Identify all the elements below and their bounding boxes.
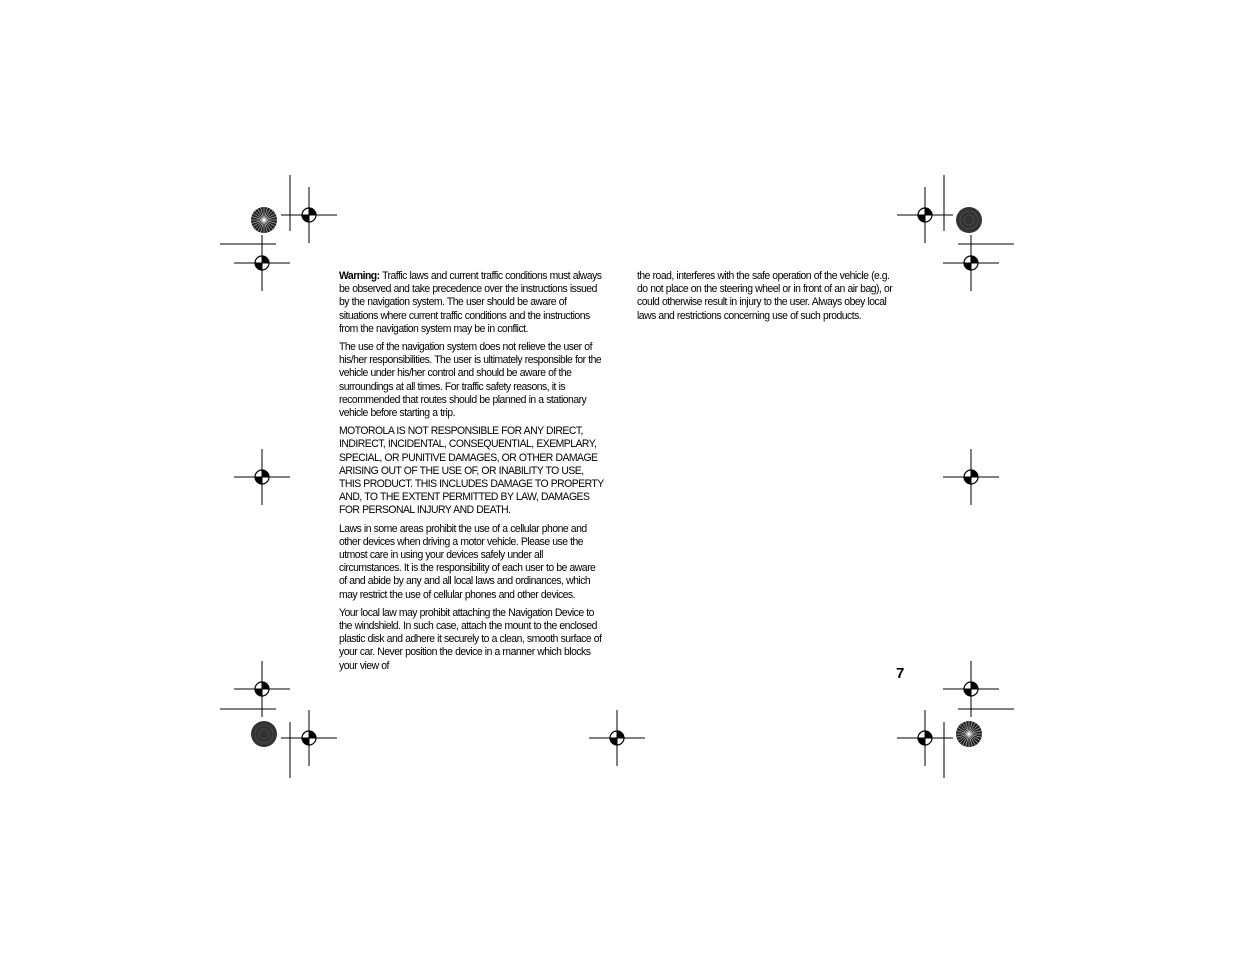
warning-text: Traffic laws and current traffic conditions must always be observed and take precedence over the instructions issued by the navigation system. The user should be aware of situations where current traffic conditions and the instructions from the navigation system may be in conflict. xyxy=(339,270,602,335)
right-column xyxy=(637,270,902,328)
continuation-paragraph: the road, interferes with the safe operation of the vehicle (e.g. do not place on the steering wheel or in front of an air bag), or could otherwise result in injury to the user. Always obey local laws and restrictions concerning use of such products. xyxy=(637,270,893,322)
page-number: 7 xyxy=(896,665,905,682)
windshield-paragraph: Your local law may prohibit attaching the Navigation Device to the windshield. In such case, attach the mount to the enclosed plastic disk and adhere it securely to a clean, smooth surface of your car. Never position the device in a manner which blocks your view of xyxy=(339,606,602,672)
left-column xyxy=(339,270,605,678)
responsibility-paragraph: The use of the navigation system does not relieve the user of his/her responsibilities. The user is ultimately responsible for the vehicle under his/her control and should be aware of the surroundings at all times. For traffic safety reasons, it is recommended that routes should be planned in a stationary vehicle before starting a trip. xyxy=(339,341,602,420)
liability-paragraph: MOTOROLA IS NOT RESPONSIBLE FOR ANY DIRECT, INDIRECT, INCIDENTAL, CONSEQUENTIAL, EXEMPLARY, SPECIAL, OR PUNITIVE DAMAGES, OR OTHER DAMAGE ARISING OUT OF THE USE OF, OR INABILITY TO USE, THIS PRODUCT. THIS INCLUDES DAMAGE TO PROPERTY AND, TO THE EXTENT PERMITTED BY LAW, DAMAGES FOR PERSONAL INJURY AND DEATH. xyxy=(339,425,604,517)
laws-paragraph: Laws in some areas prohibit the use of a cellular phone and other devices when driving a motor vehicle. Please use the utmost care in using your devices safely under all circumstances. It is the responsibility of each user to be aware of and abide by any and all local laws and ordinances, which may restrict the use of cellular phones and other devices. xyxy=(339,522,596,601)
warning-paragraph xyxy=(339,270,605,336)
warning-label: Warning: xyxy=(339,270,380,282)
